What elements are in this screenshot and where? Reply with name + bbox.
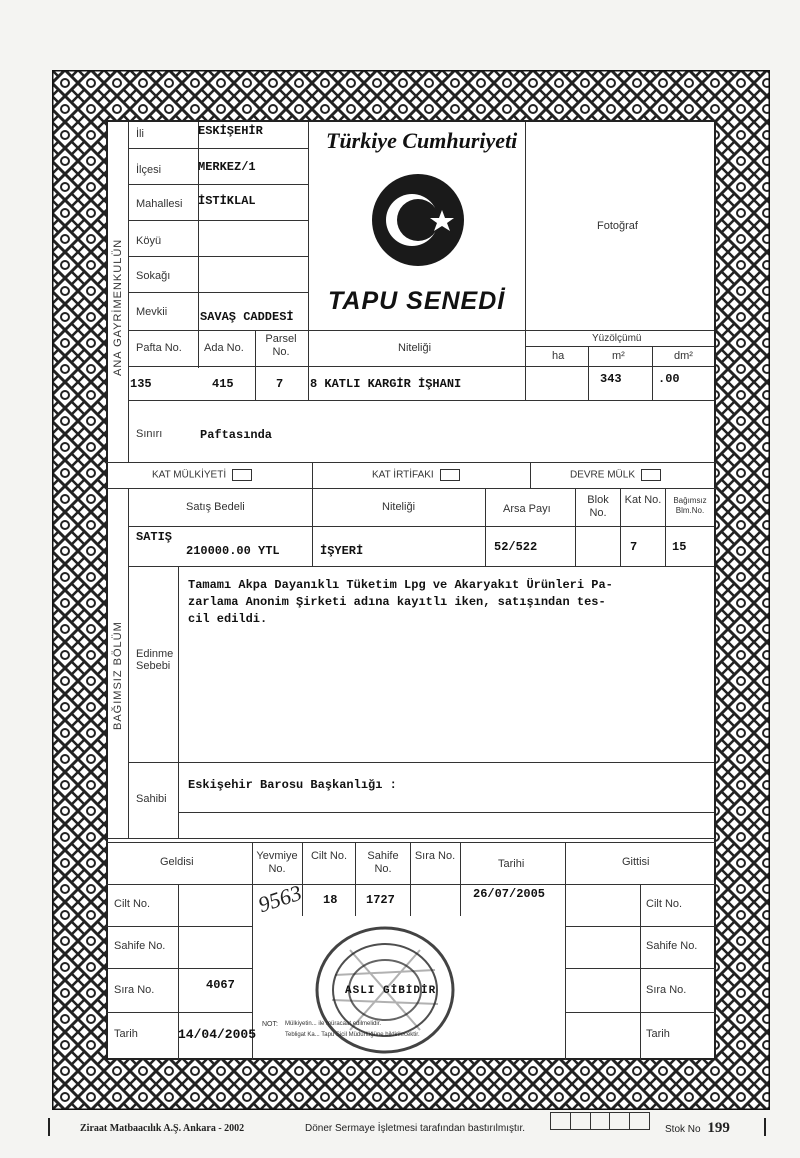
devre-mulk-label: DEVRE MÜLK: [570, 469, 636, 481]
blok-label: Blok No.: [587, 494, 609, 520]
ha-label: ha: [552, 350, 565, 362]
side-label-independent-section: BAĞIMSIZ BÖLÜM: [112, 621, 124, 730]
gittisi-sira-label: Sıra No.: [646, 984, 687, 996]
printer-name: Ziraat Matbaacılık A.Ş. Ankara - 2002: [80, 1123, 245, 1134]
crescent-star-emblem: [370, 172, 466, 268]
geldi-sira-value: 4067: [206, 978, 235, 992]
kat-irtifaki-box: [440, 469, 460, 481]
note-line-1: Mülkiyetin... ile müracaat edilmelidir.: [285, 1021, 382, 1027]
row-sira-label: Sıra No.: [114, 984, 155, 996]
yuzolcum-label: Yüzölçümü: [592, 333, 642, 344]
edinme-line-2: zarlama Anonim Şirketi adına kayıtlı iken, satışından tes-: [188, 595, 606, 609]
sinir-label: Sınırı: [136, 428, 163, 440]
mahalle-value: İSTİKLAL: [198, 194, 256, 208]
satis-type: SATIŞ: [136, 530, 173, 544]
sahife-label: Sahife No.: [367, 850, 399, 876]
geldi-tarih-value: 14/04/2005: [178, 1027, 257, 1042]
dm2-value: .00: [658, 372, 680, 386]
kat-irtifaki-label: KAT İRTİFAKI: [372, 469, 434, 481]
sinir-value: Paftasında: [200, 428, 273, 442]
republic-title: Türkiye Cumhuriyeti: [326, 128, 518, 153]
ada-value: 415: [212, 377, 234, 391]
gittisi-label: Gittisi: [622, 856, 650, 868]
il-label: İli: [136, 128, 144, 140]
sahibi-label: Sahibi: [136, 793, 167, 805]
devre-mulk-checkbox: [570, 469, 661, 481]
cilt-value: 18: [323, 893, 338, 907]
devre-mulk-box: [641, 469, 661, 481]
il-value: ESKİŞEHİR: [198, 124, 263, 138]
satis-amount: 210000.00 YTL: [186, 544, 280, 558]
mevki-value: SAVAŞ CADDESİ: [200, 310, 294, 324]
kat-mulkiyeti-label: KAT MÜLKİYETİ: [152, 469, 227, 481]
bagimsiz-value: 15: [672, 540, 687, 554]
nitelik-value: 8 KATLI KARGİR İŞHANI: [310, 377, 462, 391]
row-tarih-label: Tarih: [114, 1028, 138, 1040]
parsel-label: Parsel No.: [265, 333, 297, 359]
ada-label: Ada No.: [204, 342, 244, 354]
tarihi-value: 26/07/2005: [473, 887, 546, 901]
parsel-value: 7: [276, 377, 284, 391]
tarihi-label: Tarihi: [498, 858, 525, 870]
satis-bedeli-label: Satış Bedeli: [186, 501, 245, 513]
photo-label: Fotoğraf: [597, 220, 638, 232]
section-nitelik-label: Niteliği: [382, 501, 416, 513]
bagimsiz-label: Bağımsız Blm.No.: [673, 496, 707, 515]
section-nitelik-value: İŞYERİ: [320, 544, 364, 558]
ilce-value: MERKEZ/1: [198, 160, 256, 174]
row-sahife-label: Sahife No.: [114, 940, 166, 952]
deed-title: TAPU SENEDİ: [328, 287, 506, 315]
arsa-payi-label: Arsa Payı: [503, 503, 551, 515]
yevmiye-label: Yevmiye No.: [256, 850, 298, 876]
stamp-text: ASLI GİBİDİR: [345, 985, 437, 997]
kat-irtifaki-checkbox: [372, 469, 460, 481]
sahibi-value: Eskişehir Barosu Başkanlığı :: [188, 778, 397, 792]
kat-mulkiyeti-box: [232, 469, 252, 481]
kat-label: Kat No.: [624, 494, 662, 506]
kat-value: 7: [630, 540, 638, 554]
sira-label: Sıra No.: [414, 850, 456, 862]
m2-label: m²: [612, 350, 625, 362]
stok-value: 199: [707, 1120, 730, 1136]
pafta-value: 135: [130, 377, 152, 391]
mahalle-label: Mahallesi: [136, 198, 183, 210]
gittisi-cilt-label: Cilt No.: [646, 898, 683, 910]
cilt-label: Cilt No.: [310, 850, 348, 862]
koy-label: Köyü: [136, 235, 162, 247]
note-line-2: Tebligat Ka... Tapu Sicil Müdürlüğüne bildirilecektir.: [285, 1032, 420, 1038]
arsa-payi-value: 52/522: [494, 540, 538, 554]
serial-boxes: [550, 1112, 650, 1130]
stok-label: Stok No: [665, 1124, 701, 1135]
sokak-label: Sokağı: [136, 270, 171, 282]
gittisi-tarih-label: Tarih: [646, 1028, 670, 1040]
m2-value: 343: [600, 372, 622, 386]
kat-mulkiyeti-checkbox: [152, 469, 252, 481]
pafta-label: Pafta No.: [136, 342, 182, 354]
note-label: NOT:: [262, 1021, 278, 1028]
stock-number: [665, 1120, 730, 1137]
gittisi-sahife-label: Sahife No.: [646, 940, 698, 952]
yevmiye-value: 9563: [255, 879, 305, 918]
row-cilt-label: Cilt No.: [114, 898, 151, 910]
edinme-line-3: cil edildi.: [188, 612, 268, 626]
edinme-label: Edinme Sebebi: [136, 648, 174, 672]
sahife-value: 1727: [366, 893, 395, 907]
ilce-label: İlçesi: [136, 164, 162, 176]
printed-by: Döner Sermaye İşletmesi tarafından bastırılmıştır.: [305, 1123, 526, 1134]
dm2-label: dm²: [674, 350, 693, 362]
geldisi-label: Geldisi: [160, 856, 194, 868]
edinme-line-1: Tamamı Akpa Dayanıklı Tüketim Lpg ve Akaryakıt Ürünleri Pa-: [188, 578, 613, 592]
nitelik-label: Niteliği: [398, 342, 432, 354]
mevki-label: Mevkii: [136, 306, 168, 318]
side-label-main-property: ANA GAYRİMENKULÜN: [112, 238, 124, 376]
